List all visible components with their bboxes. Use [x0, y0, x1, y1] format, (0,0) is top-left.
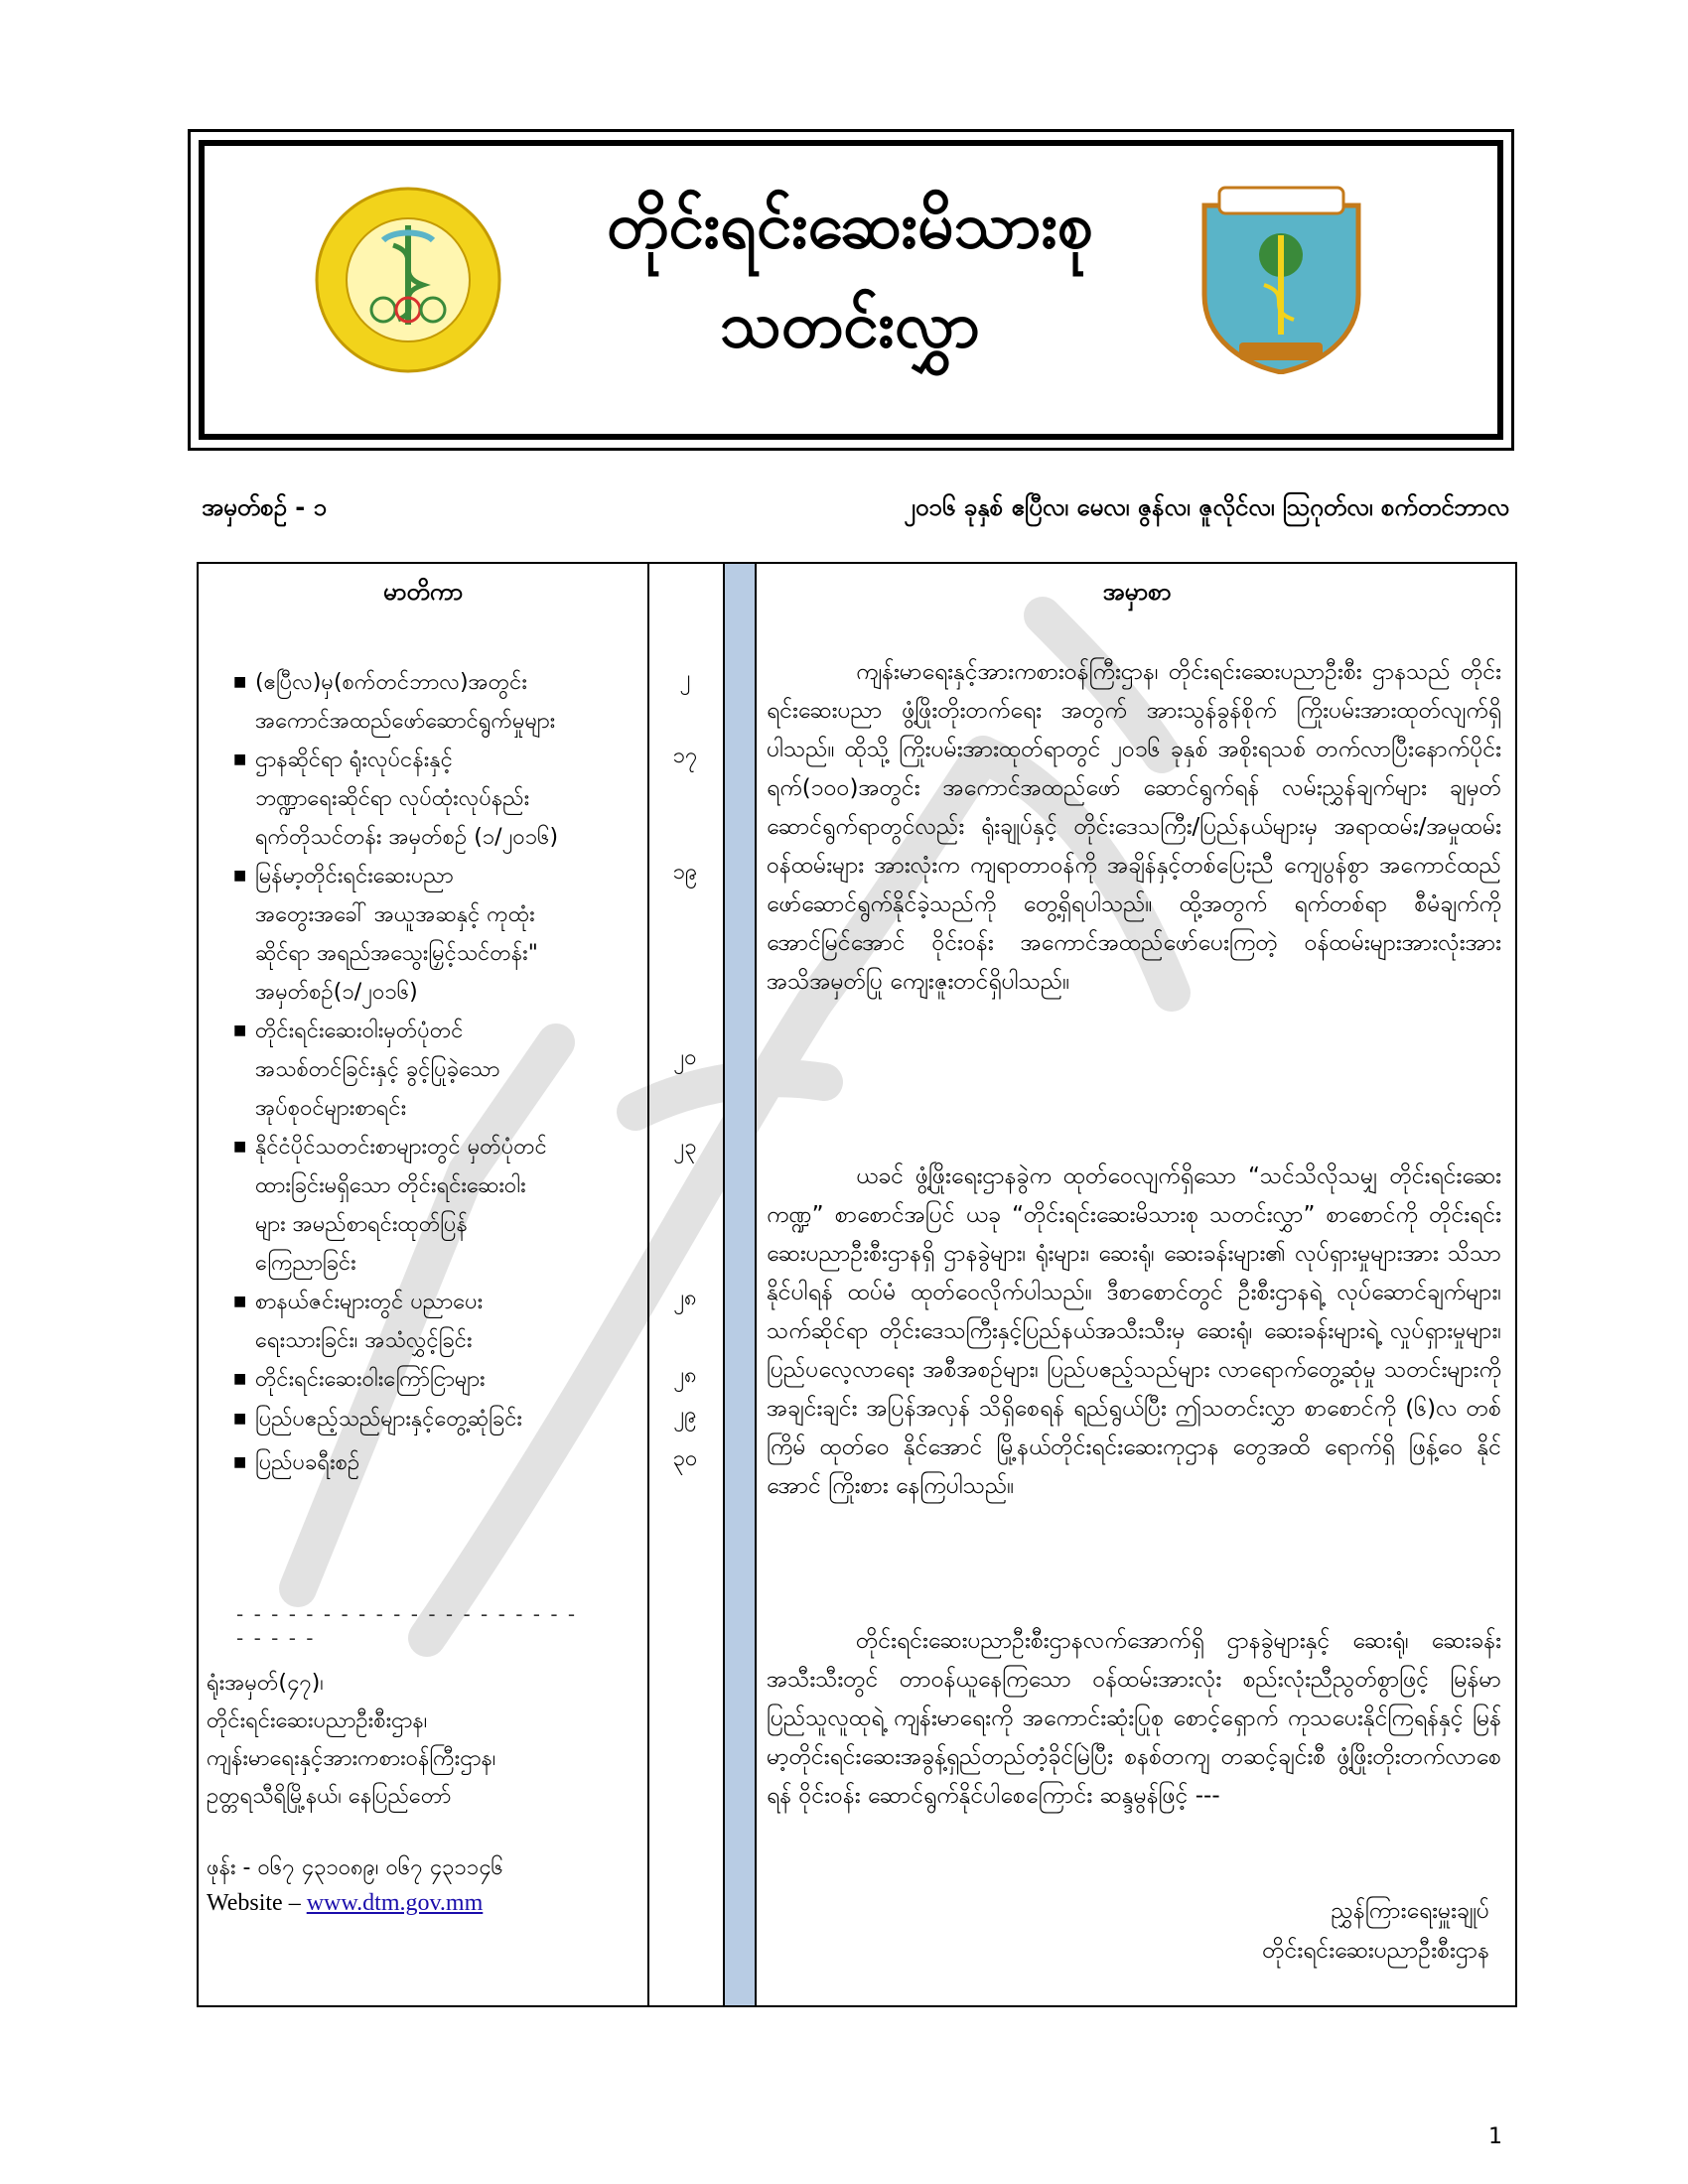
newsletter-subtitle: သတင်းလွှာ	[719, 289, 981, 362]
toc-page-number: ၁၇	[672, 744, 698, 768]
bullet-icon: ■	[233, 1139, 247, 1155]
toc-item[interactable]: ■ ပြည်ပခရီးစဉ်	[233, 1443, 650, 1482]
toc-page-number: ၂၈	[673, 1363, 697, 1388]
toc-page-number: ၂၉	[673, 1403, 697, 1428]
issue-number: အမှတ်စဉ် - ၁	[202, 493, 328, 521]
traditional-medicine-emblem-icon	[1195, 176, 1368, 374]
message-paragraph: ကျန်းမာရေးနှင့်အားကစားဝန်ကြီးဌာန၊ တိုင်းရင်းဆေးပညာဦးစီး ဌာနသည် တိုင်းရင်းဆေးပညာ ဖွံ့ဖြိုးတိုးတက်ရေး အတွက် အားသွန်ခွန်စိုက် ကြိုးပမ်းအားထုတ်လျက်ရှိပါသည်။ ထိုသို့ ကြိုးပမ်းအားထုတ်ရာတွင် ၂၀၁၆ ခုနှစ် အစိုးရသစ် တက်လာပြီးနောက်ပိုင်း ရက်(၁၀၀)အတွင်း အကောင်အထည်ဖော် ဆောင်ရွက်ရန် လမ်းညွှန်ချက်များ ချမှတ် ဆောင်ရွက်ရာတွင်လည်း ရုံးချုပ်နှင့် တိုင်းဒေသကြီး/ပြည်နယ်များမှ အရာထမ်း/အမှုထမ်း ဝန်ထမ်းများ အားလုံးက ကျရာတာဝန်ကို အချိန်နှင့်တစ်ပြေးညီ ကျေပွန်စွာ အကောင်ထည်ဖော်ဆောင်ရွက်နိုင်ခဲ့သည်ကို တွေ့ရှိရပါသည်။ ထို့အတွက် ရက်တစ်ရာ စီမံချက်ကို အောင်မြင်အောင် ဝိုင်းဝန်း အကောင်အထည်ဖော်ပေးကြတဲ့ ဝန်ထမ်းများအားလုံးအား အသိအမှတ်ပြု ကျေးဇူးတင်ရှိပါသည်။	[767, 659, 1501, 995]
signature-title: ညွှန်ကြားရေးမှူးချုပ်	[1331, 1898, 1489, 1924]
toc-item[interactable]: ■ စာနယ်ဇင်းများတွင် ပညာပေး ရေးသားခြင်း၊ အသံလွှင့်ခြင်း	[233, 1283, 650, 1360]
bullet-icon: ■	[233, 1371, 247, 1387]
message-paragraph: တိုင်းရင်းဆေးပညာဦးစီးဌာနလက်အောက်ရှိ ဌာနခွဲများနှင့် ဆေးရုံ၊ ဆေးခန်း အသီးသီးတွင် တာဝန်ယူနေကြသော ဝန်ထမ်းအားလုံး စည်းလုံးညီညွတ်စွာဖြင့် မြန်မာပြည်သူလူထုရဲ့ ကျန်းမာရေးကို အကောင်းဆုံးပြုစု စောင့်ရှောက် ကုသပေးနိုင်ကြရန်နှင့် မြန်မာ့တိုင်းရင်းဆေးအခွန့်ရှည်တည်တံ့ခိုင်မြဲပြီး စနစ်တကျ တဆင့်ချင်းစီ ဖွံ့ဖြိုးတိုးတက်လာစေရန် ဝိုင်းဝန်း ဆောင်ရွက်နိုင်ပါစေကြောင်း ဆန္ဒမွန်ဖြင့် ---	[767, 1628, 1501, 1809]
ministry-logo-icon	[314, 186, 502, 374]
bullet-icon: ■	[233, 1294, 247, 1309]
bullet-icon: ■	[233, 1454, 247, 1470]
toc-item[interactable]: ■ မြန်မာ့တိုင်းရင်းဆေးပညာ အတွေးအခေါ် အယူအဆနှင့် ကုထုံး ဆိုင်ရာ အရည်အသွေးမြှင့်သင်တန်း" အမှတ်စဉ်(၁/၂၀၁၆)	[233, 857, 650, 1012]
toc-item[interactable]: ■ နိုင်ငံပိုင်သတင်းစာများတွင် မှတ်ပုံတင် ထားခြင်းမရှိသော တိုင်းရင်းဆေးဝါး များ အမည်စာရင်းထုတ်ပြန် ကြေညာခြင်း	[233, 1128, 650, 1283]
website-label: Website –	[207, 1890, 307, 1916]
bullet-icon: ■	[233, 1023, 247, 1038]
toc-page-number: ၃၀	[672, 1446, 698, 1471]
toc-page-number: ၂၀	[673, 1045, 697, 1070]
toc-page-number: ၂၈	[673, 1286, 697, 1310]
website-row	[207, 1890, 483, 1917]
masthead-inner-border	[199, 140, 1503, 440]
address-line: တိုင်းရင်းဆေးပညာဦးစီးဌာန၊	[207, 1708, 428, 1733]
toc-page-number: ၂၃	[673, 1135, 697, 1160]
bullet-icon: ■	[233, 751, 247, 767]
address-line: ကျန်းမာရေးနှင့်အားကစားဝန်ကြီးဌာန၊	[207, 1746, 496, 1771]
issue-period: ၂၀၁၆ ခုနှစ် ဧပြီလ၊ မေလ၊ ဇွန်လ၊ ဇူလိုင်လ၊ ဩဂုတ်လ၊ စက်တင်ဘာလ	[904, 493, 1509, 521]
address-line: ဥတ္တရသီရိမြို့နယ်၊ နေပြည်တော်	[207, 1784, 452, 1809]
toc-item[interactable]: ■ ပြည်ပဧည့်သည်များနှင့်တွေ့ဆုံခြင်း	[233, 1400, 650, 1438]
page-number: 1	[1488, 2124, 1502, 2149]
toc-item[interactable]: ■ တိုင်းရင်းဆေးဝါးမှတ်ပုံတင် အသစ်တင်ခြင်းနှင့် ခွင့်ပြုခဲ့သော အုပ်စုဝင်များစာရင်း	[233, 1012, 650, 1128]
bullet-icon: ■	[233, 868, 247, 884]
toc-item[interactable]: ■ (ဧပြီလ)မှ(စက်တင်ဘာလ)အတွင်း အကောင်အထည်ဖော်ဆောင်ရွက်မှုများ	[233, 663, 650, 741]
message-heading: အမှာစာ	[1102, 578, 1172, 606]
website-link[interactable]: www.dtm.gov.mm	[306, 1890, 484, 1916]
bullet-icon: ■	[233, 1411, 247, 1427]
column-separator-band	[723, 564, 757, 2005]
message-paragraph: ယခင် ဖွံ့ဖြိုးရေးဌာနခွဲက ထုတ်ဝေလျက်ရှိသော “သင်သိလိုသမျှ တိုင်းရင်းဆေးကဏ္ဍ” စာစောင်အပြင် ယခု “တိုင်းရင်းဆေးမိသားစု သတင်းလွှာ” စာစောင်ကို တိုင်းရင်းဆေးပညာဦးစီးဌာနရှိ ဌာနခွဲများ၊ ရုံးများ၊ ဆေးရုံ၊ ဆေးခန်းများ၏ လုပ်ရှားမှုများအား သိသာနိုင်ပါရန် ထပ်မံ ထုတ်ဝေလိုက်ပါသည်။ ဒီစာစောင်တွင် ဦးစီးဌာနရဲ့ လုပ်ဆောင်ချက်များ၊ သက်ဆိုင်ရာ တိုင်းဒေသကြီးနှင့်ပြည်နယ်အသီးသီးမှ ဆေးရုံ၊ ဆေးခန်းများရဲ့ လှုပ်ရှားမှုများ၊ ပြည်ပလေ့လာရေး အစီအစဉ်များ၊ ပြည်ပဧည့်သည်များ လာရောက်တွေ့ဆုံမှု သတင်းများကို အချင်းချင်း အပြန်အလှန် သိရှိစေရန် ရည်ရွယ်ပြီး ဤသတင်းလွှာ စာစောင်ကို (၆)လ တစ်ကြိမ် ထုတ်ဝေ နိုင်အောင် မြို့နယ်တိုင်းရင်းဆေးကုဌာန တွေအထိ ရောက်ရှိ ဖြန့်ဝေ နိုင်အောင် ကြိုးစား နေကြပါသည်။	[767, 1163, 1501, 1499]
toc-item[interactable]: ■ ဌာနဆိုင်ရာ ရုံးလုပ်ငန်းနှင့် ဘဏ္ဍာရေးဆိုင်ရာ လုပ်ထုံးလုပ်နည်း ရက်တိုသင်တန်း အမှတ်စဉ် (၁/၂၀၁၆)	[233, 741, 650, 857]
toc-divider: - - - - - - - - - - - - - - - - - - - - - - - - -	[236, 1602, 578, 1650]
toc-item[interactable]: ■ တိုင်းရင်းဆေးဝါးကြော်ငြာများ	[233, 1360, 650, 1399]
toc-page-number: ၂	[679, 666, 691, 691]
newsletter-title: တိုင်းရင်းဆေးမိသားစု	[607, 190, 1093, 263]
address-line: ရုံးအမှတ်(၄၇)၊	[207, 1671, 324, 1696]
phone-numbers: ဖုန်း - ၀၆၇ ၄၃၁၀၈၉၊ ၀၆၇ ၄၃၁၁၄၆	[207, 1855, 503, 1880]
masthead	[188, 129, 1514, 451]
signature-department: တိုင်းရင်းဆေးပညာဦးစီးဌာန	[1262, 1938, 1489, 1964]
bullet-icon: ■	[233, 674, 247, 690]
toc-heading: မာတိကာ	[382, 578, 464, 606]
toc-page-number: ၁၉	[672, 860, 698, 885]
